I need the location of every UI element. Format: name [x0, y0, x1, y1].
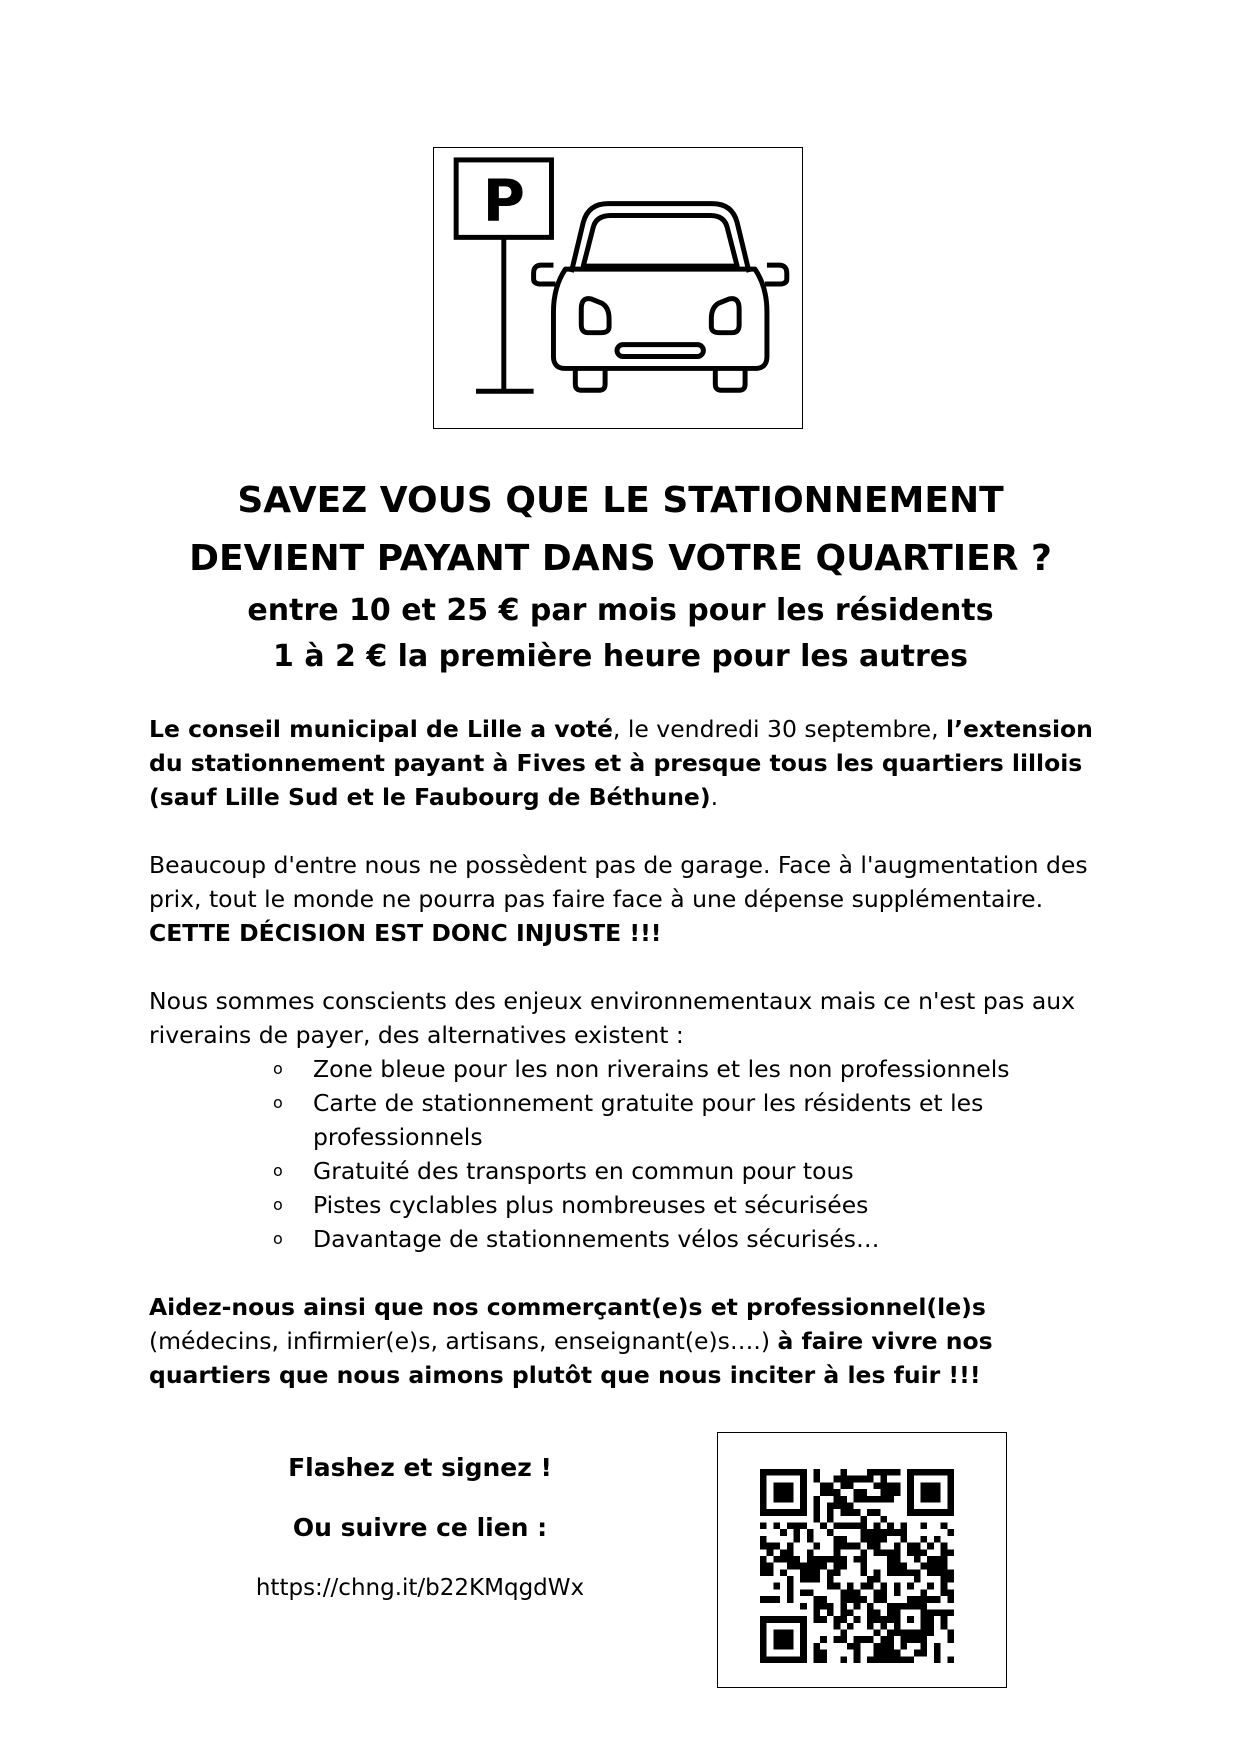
qr-code-icon — [760, 1469, 954, 1663]
parking-sign-letter: P — [482, 167, 525, 235]
bold-text: à faire vivre nos quartiers que nous aimons plutôt que nous inciter à les fuir !!! — [149, 1327, 993, 1389]
car-icon — [534, 204, 787, 391]
paragraph-garage — [149, 848, 1099, 950]
headline — [60, 472, 1181, 680]
body-text — [149, 712, 1099, 1392]
list-item — [273, 1188, 1099, 1222]
subheadline-line-1: entre 10 et 25 € par mois pour les résidents — [247, 593, 994, 628]
parking-illustration — [433, 147, 803, 429]
flash-sign-label: Flashez et signez ! — [288, 1453, 552, 1482]
bold-text: l’extension du stationnement payant à Fives et à presque tous les quartiers lillois (sauf Lille Sud et le Faubourg de Béthune) — [149, 715, 1093, 811]
subheadline-line-2: 1 à 2 € la première heure pour les autres — [273, 639, 968, 674]
list-item-text: Gratuité des transports en commun pour tous — [313, 1157, 854, 1185]
bullet-icon: o — [273, 1195, 283, 1214]
paragraph-alternatives-intro: Nous sommes conscients des enjeux environnementaux mais ce n'est pas aux riverains de payer, des alternatives existent : — [149, 987, 1076, 1049]
list-item-text: Pistes cyclables plus nombreuses et sécurisées — [313, 1191, 869, 1219]
bullet-icon: o — [273, 1229, 283, 1248]
list-item — [273, 1154, 1099, 1188]
plain-text: , le vendredi 30 septembre, — [612, 715, 947, 743]
petition-cta — [200, 1448, 640, 1608]
paragraph-council-vote — [149, 712, 1099, 814]
list-item — [273, 1052, 1099, 1086]
headline-line-2: DEVIENT PAYANT DANS VOTRE QUARTIER ? — [189, 538, 1052, 579]
bullet-icon: o — [273, 1059, 283, 1078]
list-item — [273, 1222, 1099, 1256]
parking-car-icon — [434, 148, 802, 428]
list-item — [273, 1086, 1099, 1154]
bold-text: Aidez-nous ainsi que nos commerçant(e)s et professionnel(le)s — [149, 1293, 986, 1321]
alternatives-list — [149, 1052, 1099, 1256]
bullet-icon: o — [273, 1161, 283, 1180]
paragraph-call-to-help — [149, 1290, 1099, 1392]
bullet-icon: o — [273, 1093, 283, 1112]
plain-text: . — [710, 783, 719, 811]
plain-text: Beaucoup d'entre nous ne possèdent pas de garage. Face à l'augmentation des prix, tout le monde ne pourra pas faire face à une dépense supplémentaire. — [149, 851, 1088, 913]
qr-code-box[interactable] — [717, 1432, 1007, 1688]
headline-line-1: SAVEZ VOUS QUE LE STATIONNEMENT — [237, 480, 1004, 521]
plain-text: (médecins, infirmier(e)s, artisans, enseignant(e)s….) — [149, 1327, 778, 1355]
bold-text: CETTE DÉCISION EST DONC INJUSTE !!! — [149, 919, 662, 947]
bold-text: Le conseil municipal de Lille a voté — [149, 715, 613, 743]
follow-link-label: Ou suivre ce lien : — [292, 1513, 548, 1542]
list-item-text: Carte de stationnement gratuite pour les résidents et les professionnels — [313, 1089, 984, 1151]
list-item-text: Zone bleue pour les non riverains et les non professionnels — [313, 1055, 1010, 1083]
petition-link[interactable]: https://chng.it/b22KMqgdWx — [255, 1575, 585, 1601]
list-item-text: Davantage de stationnements vélos sécurisés… — [313, 1225, 880, 1253]
